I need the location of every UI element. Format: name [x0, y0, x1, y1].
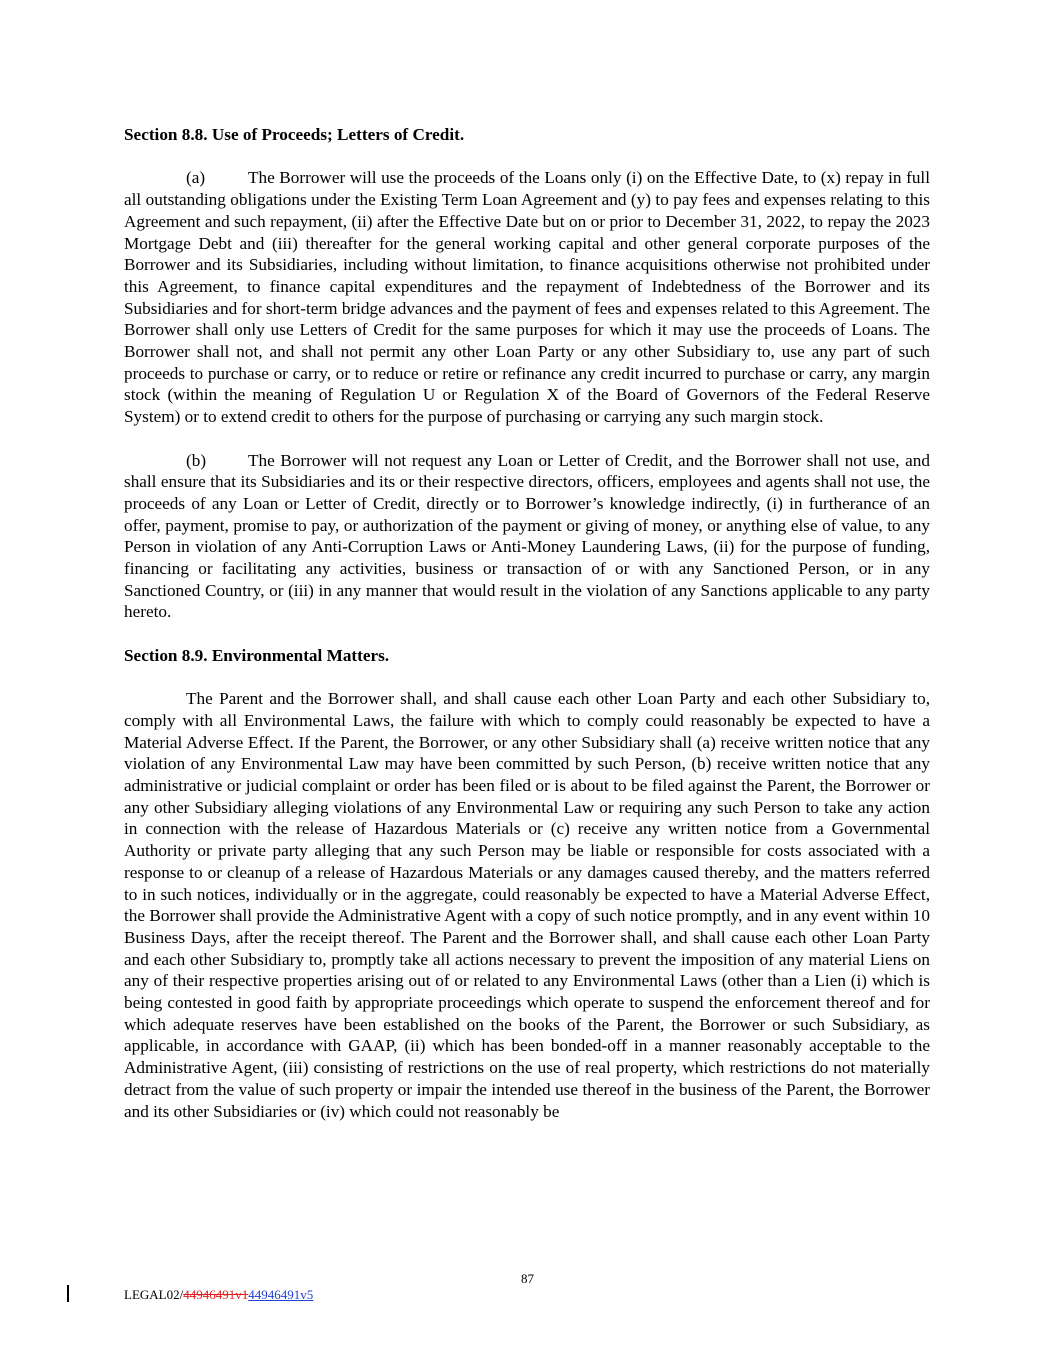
para-b-label: (b): [186, 450, 207, 470]
footer-deleted-id: 44946491v1: [183, 1287, 249, 1302]
section-8-8-para-b: [124, 450, 930, 624]
footer-inserted-id: 44946491v5: [248, 1287, 314, 1302]
section-8-8-para-a: [124, 167, 930, 427]
document-page: [124, 124, 930, 1144]
section-8-9-heading: Section 8.9. Environmental Matters.: [124, 645, 390, 665]
footer-prefix: LEGAL02/: [124, 1287, 184, 1302]
page-number: 87: [521, 1271, 534, 1286]
section-8-8-heading: Section 8.8. Use of Proceeds; Letters of Credit.: [124, 125, 465, 144]
change-bar: [67, 1285, 69, 1302]
para-a-label: (a): [186, 168, 206, 188]
section-8-9-para: The Parent and the Borrower shall, and shall cause each other Loan Party and each other Subsidiary to, comply with all Environmental Laws, the failure with which to comply could reasonably be expected to have a Material Adverse Effect. If the Parent, the Borrower, or any other Subsidiary shall (a) receive written notice that any violation of any Environmental Law may have been committed by such Person, (b) receive written notice that any administrative or judicial complaint or order has been filed or is about to be filed against the Parent, the Borrower or any other Subsidiary alleging violations of any Environmental Law or requiring any such Person to take any action in connection with the release of Hazardous Materials or (c) receive any written notice from a Governmental Authority or private party alleging that any such Person may be liable or responsible for costs associated with a response to or cleanup of a release of Hazardous Materials or any damages caused thereby, and the matters referred to in such notices, individually or in the aggregate, could reasonably be expected to have a Material Adverse Effect, the Borrower shall provide the Administrative Agent with a copy of such notice promptly, and in any event within 10 Business Days, after the receipt thereof. The Parent and the Borrower shall, and shall cause each other Loan Party and each other Subsidiary to, promptly take all actions necessary to prevent the imposition of any material Liens on any of their respective properties arising out of or related to any Environmental Laws (other than a Lien (i) which is being contested in good faith by appropriate proceedings which operate to suspend the enforcement thereof and for which adequate reserves have been established on the books of the Parent, the Borrower or such Subsidiary, as applicable, in accordance with GAAP, (ii) which has been bonded-off in a manner reasonably acceptable to the Administrative Agent, (iii) consisting of restrictions on the use of real property, which restrictions do not materially detract from the value of such property or impair the intended use thereof in the business of the Parent, the Borrower and its other Subsidiaries or (iv) which could not reasonably be: [124, 689, 930, 1121]
para-a-text: The Borrower will use the proceeds of the Loans only (i) on the Effective Date, to (x) repay in full all outstanding obligations under the Existing Term Loan Agreement and (y) to pay fees and expenses relating to this Agreement and such repayment, (ii) after the Effective Date but on or prior to December 31, 2022, to repay the 2023 Mortgage Debt and (iii) thereafter for the general working capital and other general corporate purposes of the Borrower and its Subsidiaries, including without limitation, to finance acquisitions otherwise not prohibited under this Agreement, to finance capital expenditures and the repayment of Indebtedness of the Borrower and its Subsidiaries and for short-term bridge advances and the payment of fees and expenses related to this Agreement. The Borrower shall only use Letters of Credit for the same purposes for which it may use the proceeds of Loans. The Borrower shall not, and shall not permit any other Loan Party or any other Subsidiary to, use any part of such proceeds to purchase or carry, or to reduce or retire or refinance any credit incurred to purchase or carry, any margin stock (within the meaning of Regulation U or Regulation X of the Board of Governors of the Federal Reserve System) or to extend credit to others for the purpose of purchasing or carrying any such margin stock.: [124, 168, 930, 427]
para-b-text: The Borrower will not request any Loan or Letter of Credit, and the Borrower shall not use, and shall ensure that its Subsidiaries and its or their respective directors, officers, employees and agents shall not use, the proceeds of any Loan or Letter of Credit, directly or to Borrower’s knowledge indirectly, (i) in furtherance of an offer, payment, promise to pay, or authorization of the payment or giving of money, or anything else of value, to any Person in violation of any Anti-Corruption Laws or Anti-Money Laundering Laws, (ii) for the purpose of funding, financing or facilitating any activities, business or transaction of or with any Sanctioned Person, or in any Sanctioned Country, or (iii) in any manner that would result in the violation of any Sanctions applicable to any party hereto.: [124, 450, 930, 622]
document-footer: [124, 1287, 313, 1303]
